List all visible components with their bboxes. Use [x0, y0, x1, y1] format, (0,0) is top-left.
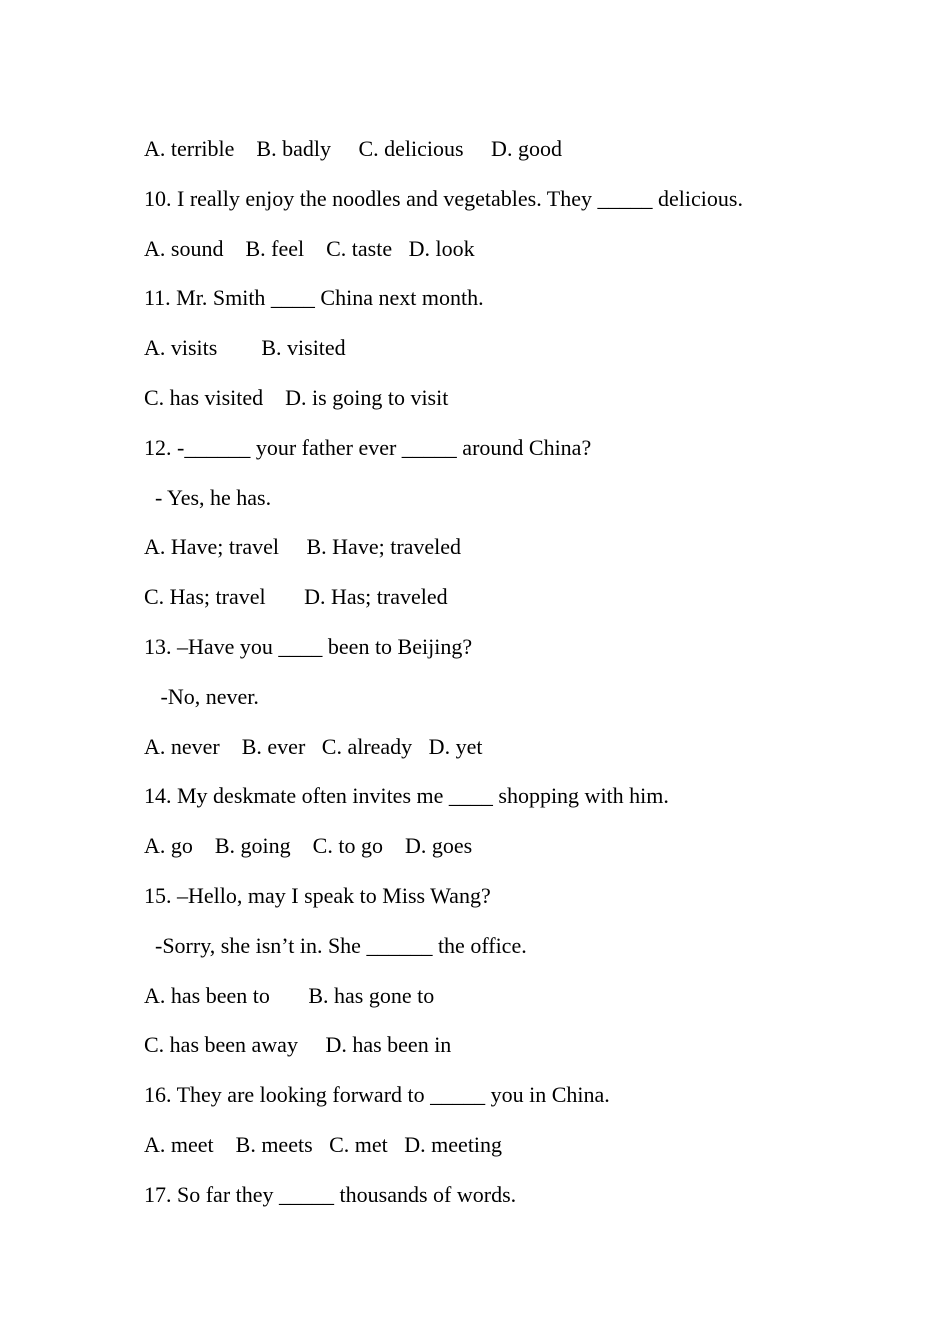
question-12: 12. -______ your father ever _____ around China? — [144, 434, 592, 460]
question-11: 11. Mr. Smith ____ China next month. — [144, 285, 484, 311]
answer-options-13: A. never B. ever C. already D. yet — [144, 733, 483, 759]
question-lines — [144, 131, 904, 1227]
answer-options-12-ab: A. Have; travel B. Have; traveled — [144, 534, 462, 560]
question-16: 16. They are looking forward to _____ you in China. — [144, 1082, 610, 1108]
answer-options-14: A. go B. going C. to go D. goes — [144, 833, 473, 859]
question-10: 10. I really enjoy the noodles and vegetables. They _____ delicious. — [144, 185, 743, 211]
answer-options-12-cd: C. Has; travel D. Has; traveled — [144, 584, 448, 610]
question-15: 15. –Hello, may I speak to Miss Wang? — [144, 882, 491, 908]
answer-options-15-ab: A. has been to B. has gone to — [144, 982, 435, 1008]
answer-options-16: A. meet B. meets C. met D. meeting — [144, 1131, 503, 1157]
answer-options-11-ab: A. visits B. visited — [144, 335, 346, 361]
question-13: 13. –Have you ____ been to Beijing? — [144, 633, 473, 659]
answer-options-9: A. terrible B. badly C. delicious D. good — [144, 136, 562, 161]
answer-options-10: A. sound B. feel C. taste D. look — [144, 235, 475, 261]
question-12-reply: - Yes, he has. — [144, 484, 272, 510]
question-13-reply: -No, never. — [144, 683, 259, 709]
answer-options-11-cd: C. has visited D. is going to visit — [144, 384, 449, 410]
question-14: 14. My deskmate often invites me ____ shopping with him. — [144, 783, 669, 809]
question-15-reply: -Sorry, she isn’t in. She ______ the office. — [144, 932, 527, 958]
answer-options-15-cd: C. has been away D. has been in — [144, 1032, 452, 1058]
question-17: 17. So far they _____ thousands of words. — [144, 1181, 517, 1207]
